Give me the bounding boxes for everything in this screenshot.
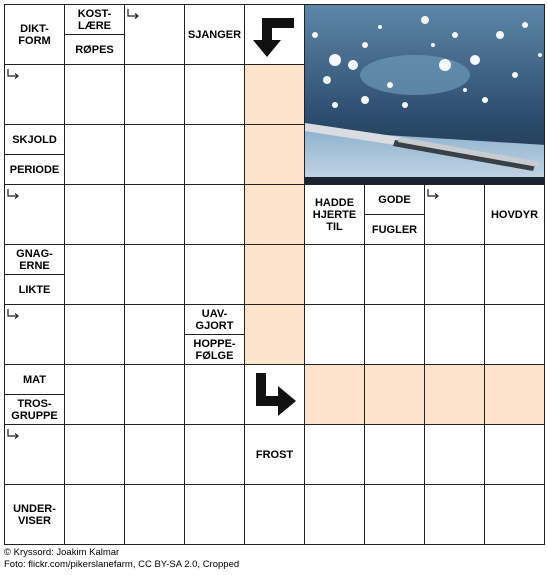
- clue-kostlaere: KOST- LÆRE: [64, 4, 125, 35]
- answer-cell[interactable]: [64, 364, 125, 425]
- credits: [4, 547, 239, 571]
- answer-cell[interactable]: [184, 124, 245, 185]
- credit-photo: Foto: flickr.com/pikerslanefarm, CC BY-SA 2.0, Cropped: [4, 559, 240, 570]
- big-arrow-down-right-icon: [250, 370, 300, 418]
- clue-fugler: FUGLER: [364, 214, 425, 245]
- answer-cell[interactable]: [364, 424, 425, 485]
- answer-cell[interactable]: [64, 304, 125, 365]
- clue-gnagerne: GNAG- ERNE: [4, 244, 65, 275]
- answer-cell[interactable]: [124, 184, 185, 245]
- answer-cell[interactable]: [184, 244, 245, 305]
- clue-uavgjort: UAV- GJORT: [184, 304, 245, 335]
- answer-cell[interactable]: [124, 424, 185, 485]
- answer-cell[interactable]: [64, 184, 125, 245]
- answer-cell[interactable]: [364, 484, 425, 545]
- answer-cell[interactable]: [484, 424, 545, 485]
- answer-cell[interactable]: [124, 484, 185, 545]
- answer-cell[interactable]: [484, 304, 545, 365]
- highlighted-answer-cell[interactable]: [304, 364, 365, 425]
- clue-ropes: RØPES: [64, 34, 125, 65]
- big-arrow-left-down-icon: [250, 12, 300, 60]
- clue-sjanger: SJANGER: [184, 4, 245, 65]
- clue-diktform: DIKT- FORM: [4, 4, 65, 65]
- answer-cell[interactable]: [364, 304, 425, 365]
- highlighted-answer-cell[interactable]: [244, 244, 305, 305]
- answer-cell[interactable]: [64, 244, 125, 305]
- highlighted-answer-cell[interactable]: [244, 64, 305, 125]
- highlighted-answer-cell[interactable]: [244, 184, 305, 245]
- answer-cell[interactable]: [184, 484, 245, 545]
- answer-cell[interactable]: [424, 424, 485, 485]
- highlighted-answer-cell[interactable]: [244, 304, 305, 365]
- answer-cell[interactable]: [184, 184, 245, 245]
- clue-likte: LIKTE: [4, 274, 65, 305]
- clue-periode: PERIODE: [4, 154, 65, 185]
- arrow-down-right-icon: [426, 188, 440, 202]
- answer-cell[interactable]: [484, 244, 545, 305]
- answer-cell[interactable]: [364, 244, 425, 305]
- answer-cell[interactable]: [184, 424, 245, 485]
- clue-mat: MAT: [4, 364, 65, 395]
- arrow-down-right-icon: [6, 68, 20, 82]
- answer-cell[interactable]: [124, 304, 185, 365]
- answer-cell[interactable]: [64, 124, 125, 185]
- clue-hoppefolge: HOPPE- FØLGE: [184, 334, 245, 365]
- highlighted-answer-cell[interactable]: [424, 364, 485, 425]
- answer-cell[interactable]: [484, 484, 545, 545]
- answer-cell[interactable]: [64, 424, 125, 485]
- highlighted-answer-cell[interactable]: [484, 364, 545, 425]
- clue-trosgruppe: TROS- GRUPPE: [4, 394, 65, 425]
- clue-underviser: UNDER- VISER: [4, 484, 65, 545]
- answer-cell[interactable]: [124, 244, 185, 305]
- answer-cell[interactable]: [124, 124, 185, 185]
- clue-frost: FROST: [244, 424, 305, 485]
- clue-hovdyr: HOVDYR: [484, 184, 545, 245]
- answer-cell[interactable]: [64, 64, 125, 125]
- highlighted-answer-cell[interactable]: [364, 364, 425, 425]
- highlighted-answer-cell[interactable]: [244, 124, 305, 185]
- clue-hadde-hjerte-til: HADDE HJERTE TIL: [304, 184, 365, 245]
- answer-cell[interactable]: [184, 64, 245, 125]
- answer-cell[interactable]: [424, 484, 485, 545]
- arrow-down-right-icon: [126, 8, 140, 22]
- windshield-photo: [304, 4, 545, 185]
- clue-skjold: SKJOLD: [4, 124, 65, 155]
- clue-gode: GODE: [364, 184, 425, 215]
- answer-cell[interactable]: [304, 304, 365, 365]
- arrow-down-right-icon: [6, 188, 20, 202]
- credit-crossword: © Kryssord: Joakim Kalmar: [4, 547, 120, 558]
- answer-cell[interactable]: [304, 424, 365, 485]
- answer-cell[interactable]: [304, 244, 365, 305]
- answer-cell[interactable]: [124, 64, 185, 125]
- arrow-down-right-icon: [6, 428, 20, 442]
- windshield-photo-drawing: [305, 5, 545, 185]
- answer-cell[interactable]: [424, 244, 485, 305]
- answer-cell[interactable]: [64, 484, 125, 545]
- answer-cell[interactable]: [124, 364, 185, 425]
- answer-cell[interactable]: [184, 364, 245, 425]
- arrow-down-right-icon: [6, 308, 20, 322]
- answer-cell[interactable]: [244, 484, 305, 545]
- answer-cell[interactable]: [424, 304, 485, 365]
- answer-cell[interactable]: [304, 484, 365, 545]
- crossword-grid: [4, 4, 544, 544]
